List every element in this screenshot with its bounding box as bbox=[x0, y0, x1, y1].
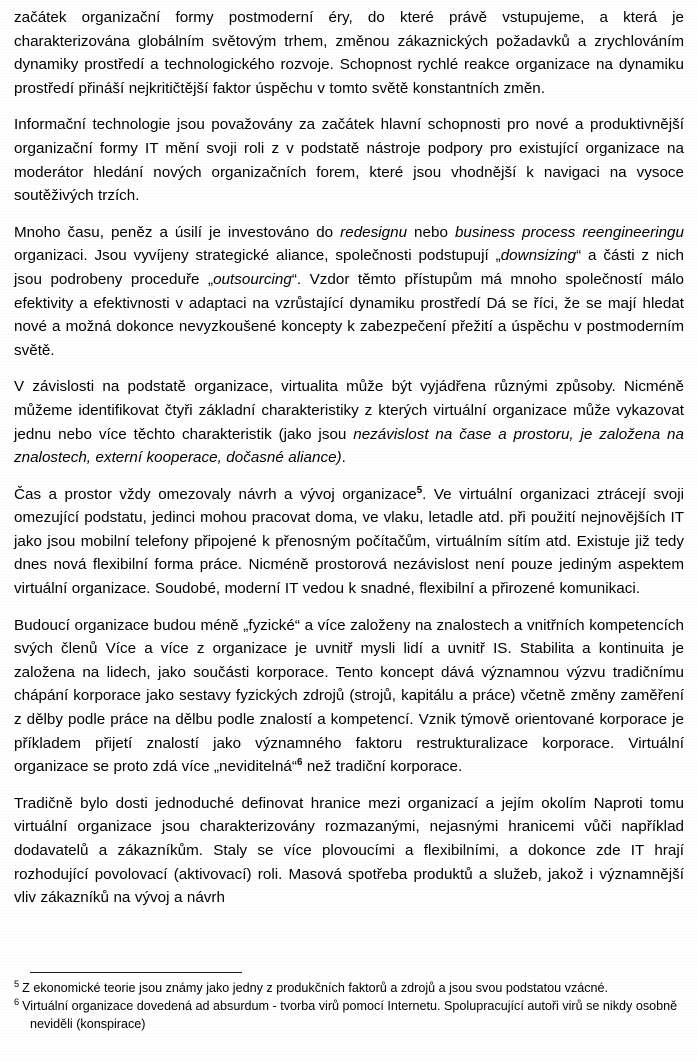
footnote-6-number: 6 bbox=[14, 997, 20, 1008]
paragraph-7 bbox=[14, 792, 684, 910]
footnote-reference-5[interactable]: 5 bbox=[416, 484, 423, 496]
footnote-separator-rule bbox=[30, 972, 242, 973]
paragraph-3-run-9: “. Vzdor těmto přístupům má mnoho společností málo efektivity a efektivnosti v adaptaci na vzrůstající dynamiku prostředí Dá se říci, že se mají hledat nové a možná dokonce nevyzkoušené koncepty k zabezpečení přežití a úspěchu v postmoderním světě. bbox=[14, 270, 684, 359]
paragraph-5-run-1: Čas a prostor vždy omezovaly návrh a vývoj organizace bbox=[14, 485, 417, 503]
footnote-5-text: Z ekonomické teorie jsou známy jako jedny z produkčních faktorů a zdrojů a jsou svou podstatou vzácné. bbox=[22, 981, 609, 995]
footnote-reference-6[interactable]: 6 bbox=[296, 757, 303, 769]
paragraph-4 bbox=[14, 375, 684, 469]
body-text-column bbox=[14, 6, 684, 910]
emphasis-business-process-reengineeringu: business process reengineeringu bbox=[454, 223, 684, 241]
footnote-section bbox=[14, 972, 690, 1034]
paragraph-6-run-1: Budoucí organizace budou méně „fyzické“ a více založeny na znalostech a vnitřních kompetencích svých členů Více a více z organizace je uvnitř mysli lidí a uvnitř IS. Stabilita a kontinuita je založena na lidech, jako součásti korporace. Tento koncept dává významnou výzvu tradičnímu chápání korporace jako sestavy fyzických zdrojů (strojů, kapitálu a práce) včetně změny zaměření z dělby podle práce na dělbu podle znalostí a kompetencí. Vznik týmově orientované korporace je příkladem přijetí znalostí jako významného faktoru restrukturalizace korporace. Virtuální organizace se proto zdá více „neviditelná“ bbox=[14, 616, 684, 776]
emphasis-characteristics-list: nezávislost na čase a prostoru, je založena na znalostech, externí kooperace, dočasné aliance) bbox=[14, 425, 684, 467]
emphasis-redesignu: redesignu bbox=[340, 223, 408, 241]
paragraph-2 bbox=[14, 113, 684, 207]
paragraph-3-run-3: nebo bbox=[407, 223, 455, 241]
footnote-6-text: Virtuální organizace dovedená ad absurdum - tvorba virů pomocí Internetu. Spolupracující autoři virů se nikdy osobně neviděli (konspirace) bbox=[22, 999, 678, 1031]
footnote-5-number: 5 bbox=[14, 978, 20, 989]
paragraph-5 bbox=[14, 483, 684, 601]
paragraph-4-run-1: V závislosti na podstatě organizace, virtualita může být vyjádřena různými způsoby. Nicméně můžeme identifikovat čtyři základní charakteristiky z kterých virtuální organizace může vykazovat jednu nebo více těchto charakteristik (jako jsou bbox=[14, 378, 684, 443]
paragraph-7-text: Tradičně bylo dosti jednoduché definovat hranice mezi organizací a jejím okolím Naproti tomu virtuální organizace jsou charakterizovány rozmazanými, nejasnými hranicemi vůči například dodavatelů a zákazníkům. Staly se více plovoucími a flexibilními, a dokonce zde IT hrají rozhodující povolovací (aktivovací) roli. Masová spotřeba produktů a služeb, jakož i významnější vliv zákazníků na vývoj a návrh bbox=[14, 794, 684, 907]
emphasis-downsizing: downsizing bbox=[500, 247, 577, 265]
paragraph-5-run-3: . Ve virtuální organizaci ztrácejí svoji omezující podstatu, jedinci mohou pracovat doma, ve vlaku, letadle atd. při použití nejnovějších IT jako jsou mobilní telefony připojené k přenosným počítačům, virtuálním sítím atd. Existuje již tedy dnes nová flexibilní forma práce. Nicméně prostorová nezávislost není pouze jediným aspektem virtuální organizace. Soudobé, moderní IT vedou k snadné, flexibilní a přirozené komunikaci. bbox=[14, 485, 684, 598]
paragraph-1 bbox=[14, 6, 684, 100]
paragraph-2-text: Informační technologie jsou považovány za začátek hlavní schopnosti pro nové a produktivnější organizační formy IT mění svoji roli z v podstatě nástroje podpory pro existující organizace na moderátor hledání nových organizačních forem, které jsou vhodnější k navigaci na vysoce soutěživých trzích. bbox=[14, 116, 684, 205]
paragraph-1-text: začátek organizační formy postmoderní éry, do které právě vstupujeme, a která je charakterizována globálním světovým trhem, změnou zákaznických požadavků a zrychlováním dynamiky prostředí a technologického rozvoje. Schopnost rychlé reakce organizace na dynamiku prostředí přináší nejkritičtější faktor úspěchu v tomto světě konstantních změn. bbox=[14, 9, 684, 97]
paragraph-3-run-1: Mnoho času, peněz a úsilí je investováno do bbox=[14, 223, 341, 241]
footnote-6 bbox=[14, 998, 690, 1033]
footnote-5 bbox=[14, 980, 690, 997]
paragraph-4-run-3: . bbox=[341, 449, 346, 467]
paragraph-3-run-5: organizaci. Jsou vyvíjeny strategické aliance, společnosti podstupují „ bbox=[14, 247, 501, 265]
paragraph-6-run-3: než tradiční korporace. bbox=[302, 758, 463, 776]
paragraph-6 bbox=[14, 614, 684, 779]
emphasis-outsourcing: outsourcing bbox=[213, 270, 292, 288]
paragraph-3-run-7: “ a části z nich jsou podrobeny proceduře „ bbox=[14, 247, 684, 288]
paragraph-3 bbox=[14, 221, 684, 363]
